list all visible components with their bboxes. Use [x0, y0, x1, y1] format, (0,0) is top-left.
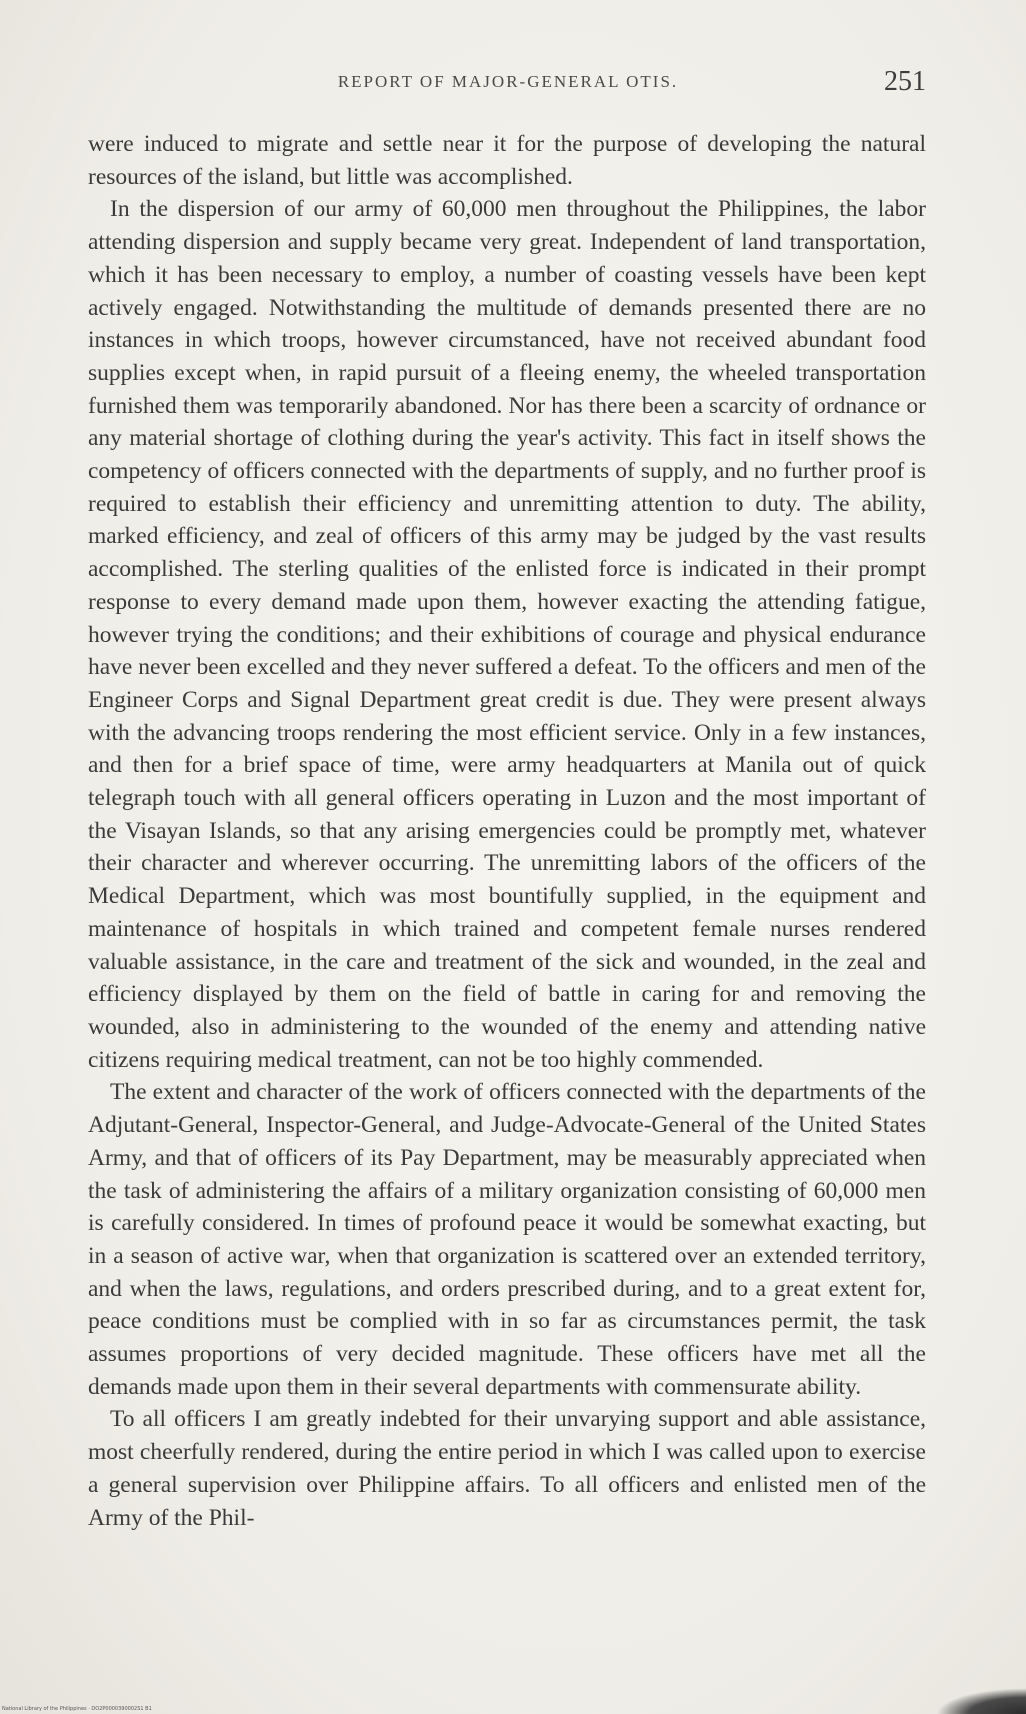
paragraph-3: The extent and character of the work of officers connected with the departments of the Adjutant-General, Inspector-General, and Judge-Advocate-General of the United States Army, and that of officers of its Pay Department, may be measurably appreciated when the task of administering the affairs of a military organization consisting of 60,000 men is carefully considered. In times of profound peace it would be somewhat exacting, but in a season of active war, when that organization is scattered over an extended territory, and when the laws, regulations, and orders prescribed during, and to a great extent for, peace conditions must be complied with in so far as circumstances permit, the task assumes proportions of very decided magnitude. These officers have met all the demands made upon them in their several departments with commensurate ability.	[88, 1079, 926, 1400]
page-number: 251	[884, 66, 926, 97]
page-header	[88, 66, 928, 106]
paragraph-4: To all officers I am greatly indebted for their unvarying support and able assistance, most cheerfully rendered, during the entire period in which I was called upon to exercise a general supervision over Philippine affairs. To all officers and enlisted men of the Army of the Phil-	[88, 1406, 926, 1531]
scan-footer: National Library of the Philippines · DO2P0000390002S1 B1	[2, 1706, 152, 1712]
running-head: REPORT OF MAJOR-GENERAL OTIS.	[337, 72, 679, 91]
body-text	[88, 128, 926, 1534]
paragraph-1: were induced to migrate and settle near it for the purpose of developing the natural resources of the island, but little was accomplished.	[88, 131, 926, 190]
paragraph-2: In the dispersion of our army of 60,000 men throughout the Philippines, the labor attending dispersion and supply became very great. Independent of land transportation, which it has been necessary to employ, a number of coasting vessels have been kept actively engaged. Notwithstanding the multitude of demands presented there are no instances in which troops, however circumstanced, have not received abundant food supplies except when, in rapid pursuit of a fleeing enemy, the wheeled transportation furnished them was temporarily abandoned. Nor has there been a scarcity of ordnance or any material shortage of clothing during the year's activity. This fact in itself shows the competency of officers connected with the departments of supply, and no further proof is required to establish their efficiency and unremitting attention to duty. The ability, marked efficiency, and zeal of officers of this army may be judged by the vast results accomplished. The sterling qualities of the enlisted force is indicated in their prompt response to every demand made upon them, however exacting the attending fatigue, however trying the conditions; and their exhibitions of courage and physical endurance have never been excelled and they never suffered a defeat. To the officers and men of the Engineer Corps and Signal Department great credit is due. They were present always with the advancing troops rendering the most efficient service. Only in a few instances, and then for a brief space of time, were army headquarters at Manila out of quick telegraph touch with all general officers operating in Luzon and the most important of the Visayan Islands, so that any arising emergencies could be promptly met, whatever their character and wherever occurring. The unremitting labors of the officers of the Medical Department, which was most bountifully supplied, in the equipment and maintenance of hospitals in which trained and competent female nurses rendered valuable assistance, in the care and treatment of the sick and wounded, in the zeal and efficiency displayed by them on the field of battle in caring for and removing the wounded, also in administering to the wounded of the enemy and attending native citizens requiring medical treatment, can not be too highly commended.	[88, 196, 926, 1073]
scan-corner-shadow	[936, 1688, 1026, 1714]
